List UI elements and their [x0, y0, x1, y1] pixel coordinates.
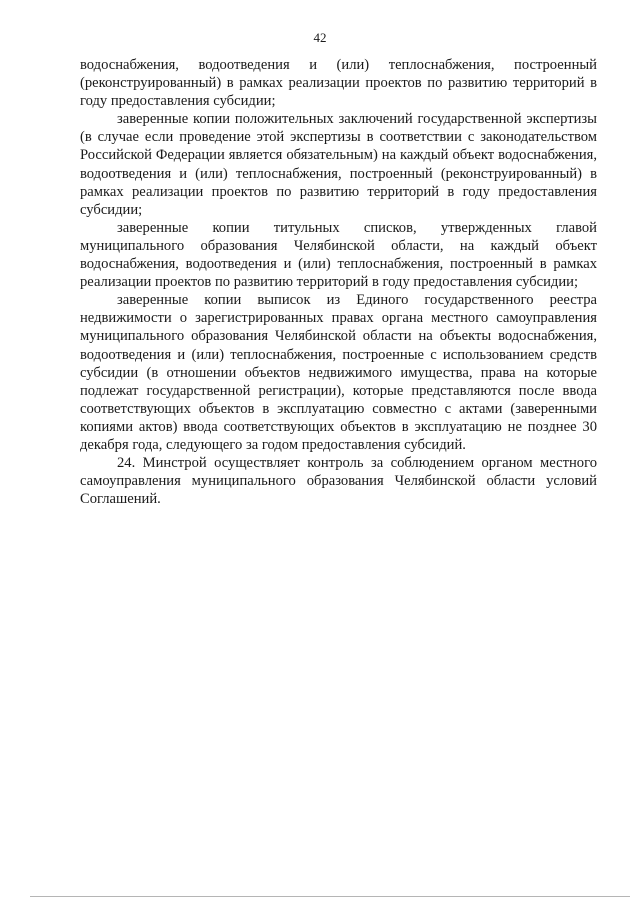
page-number: 42 — [313, 30, 327, 45]
bottom-divider — [30, 896, 630, 897]
paragraph-clause-24: 24. Минстрой осуществляет контроль за соблюдением органом местного самоуправления муниципального образования Челябинской области условий Соглашений. — [80, 455, 597, 508]
paragraph-continuation: водоснабжения, водоотведения и (или) теплоснабжения, построенный (реконструированный) в рамках реализации проектов по развитию территорий в году предоставления субсидии; — [80, 57, 597, 110]
paragraph-registry-extracts: заверенные копии выписок из Единого государственного реестра недвижимости о зарегистрированных правах органа местного самоуправления муниципального образования Челябинской области на объекты водоснабжения, водоотведения и (или) теплоснабжения, построенные с использованием средств субсидии (в отношении объектов недвижимого имущества, права на которые подлежат государственной регистрации), которые представляются после ввода соответствующих объектов в эксплуатацию совместно с актами (заверенными копиями актов) ввода соответствующих объектов в эксплуатацию не позднее 30 декабря года, следующего за годом предоставления субсидий. — [80, 292, 597, 453]
document-body — [80, 56, 597, 508]
paragraph-title-lists: заверенные копии титульных списков, утвержденных главой муниципального образования Челябинской области, на каждый объект водоснабжения, водоотведения и (или) теплоснабжения, построенный в рамках реализации проектов по развитию территорий в году предоставления субсидии; — [80, 219, 597, 291]
paragraph-expertise-copies: заверенные копии положительных заключений государственной экспертизы (в случае если проведение этой экспертизы в соответствии с законодательством Российской Федерации является обязательным) на каждый объект водоснабжения, водоотведения и (или) теплоснабжения, построенный (реконструированный) в рамках реализации проектов по развитию территорий в году предоставления субсидии; — [80, 111, 597, 218]
